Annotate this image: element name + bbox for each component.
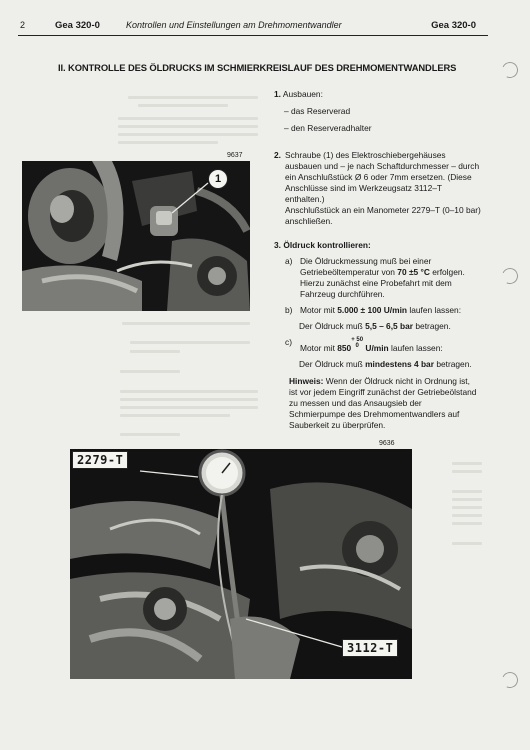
tool-label-manometer: 2279-T bbox=[72, 451, 128, 469]
page-number: 2 bbox=[20, 20, 26, 30]
step-1 bbox=[274, 89, 372, 134]
step-1-item: – das Reserverad bbox=[284, 106, 351, 116]
step-3-number: 3. bbox=[274, 240, 281, 250]
hint-note bbox=[289, 376, 479, 431]
header-rule bbox=[18, 35, 488, 36]
step-3-heading: Öldruck kontrollieren: bbox=[283, 240, 371, 250]
model-code-left: Gea 320-0 bbox=[55, 20, 100, 31]
engine-speed-idle: $850^{+ 50 0}$ U/min bbox=[337, 337, 389, 353]
step-3a: a) Die Öldruckmessung muß bei einer Getriebeöltemperatur von 70 ±5 °C erfolgen. Hierzu zunächst eine Probefahrt mit dem Fahrzeug durchführen. bbox=[285, 256, 465, 299]
pressure-range: 5,5 – 6,5 bar bbox=[365, 321, 414, 331]
step-2 bbox=[274, 150, 482, 227]
binding-hole-icon bbox=[500, 670, 521, 691]
model-code-right: Gea 320-0 bbox=[431, 20, 476, 31]
step-3c: c) Motor mit $850^{+ 50 0}$ U/min laufen lassen: bbox=[285, 337, 443, 353]
section-title: Kontrollen und Einstellungen am Drehmomentwandler bbox=[126, 20, 342, 30]
step-1-number: 1. bbox=[274, 89, 281, 99]
step-1-text: Ausbauen: bbox=[282, 89, 323, 99]
pressure-minimum: mindestens 4 bar bbox=[365, 359, 434, 369]
figure-1-callout: 1 bbox=[208, 169, 228, 189]
binding-hole-icon bbox=[500, 60, 521, 81]
binding-hole-icon bbox=[500, 266, 521, 287]
figure-2-id: 9636 bbox=[379, 440, 395, 447]
step-3b: b) Motor mit 5.000 ± 100 U/min laufen lassen: bbox=[285, 305, 462, 315]
step-2-text-2: Anschlußstück an ein Manometer 2279–T (0–10 bar) anschließen. bbox=[285, 205, 481, 226]
tool-label-toolkit: 3112-T bbox=[342, 639, 398, 657]
oil-temperature: 70 ±5 °C bbox=[397, 267, 430, 277]
page-title: II. KONTROLLE DES ÖLDRUCKS IM SCHMIERKREISLAUF DES DREHMOMENTWANDLERS bbox=[58, 62, 457, 73]
step-2-number: 2. bbox=[274, 150, 281, 160]
hint-text: Wenn der Öldruck nicht in Ordnung ist, ist vor jedem Eingriff zunächst der Getriebeölstand zu messen und das Ansaugsieb der Schmierpumpe des Drehmomentwandlers auf Sauberkeit zu überprüfen. bbox=[289, 376, 477, 430]
step-3b-result: Der Öldruck muß 5,5 – 6,5 bar betragen. bbox=[299, 321, 451, 331]
hint-label: Hinweis: bbox=[289, 376, 324, 386]
step-2-text: Schraube (1) des Elektroschiebergehäuses ausbauen und – je nach Schaftdurchmesser – durch ein Anschlußstück Ø 6 oder 7mm ersetzen. (Diese Anschlüsse sind im Werkzeugsatz 3112–T enthalten.) bbox=[285, 150, 480, 204]
figure-1-photo bbox=[22, 161, 250, 311]
figure-1-id: 9637 bbox=[227, 152, 243, 159]
step-3c-result: Der Öldruck muß mindestens 4 bar betragen. bbox=[299, 359, 472, 369]
figure-2-photo bbox=[70, 449, 412, 679]
engine-speed-high: 5.000 ± 100 U/min bbox=[337, 305, 408, 315]
step-1-item: – den Reserveradhalter bbox=[284, 123, 372, 133]
step-3 bbox=[274, 240, 482, 370]
